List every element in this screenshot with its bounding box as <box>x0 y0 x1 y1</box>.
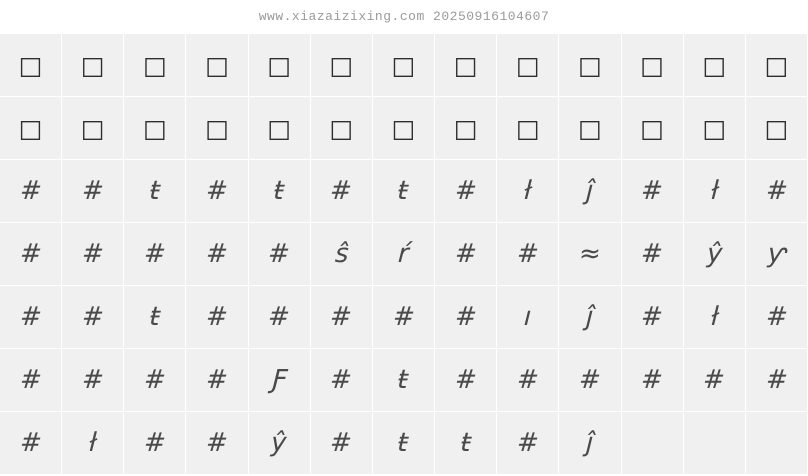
glyph-character: # <box>81 302 105 332</box>
glyph-cell[interactable] <box>0 412 62 475</box>
glyph-cell[interactable] <box>684 349 746 412</box>
glyph-cell[interactable] <box>186 160 248 223</box>
glyph-character: ŧ <box>397 176 410 206</box>
glyph-character: ƴ <box>766 239 787 269</box>
glyph-cell[interactable] <box>249 286 311 349</box>
glyph-character: # <box>205 239 229 269</box>
glyph-cell[interactable] <box>124 349 186 412</box>
glyph-cell[interactable] <box>311 286 373 349</box>
glyph-cell[interactable] <box>559 349 621 412</box>
glyph-character: # <box>516 239 540 269</box>
glyph-character: □ <box>329 50 354 80</box>
glyph-character: # <box>764 176 789 206</box>
glyph-character: # <box>329 176 354 206</box>
glyph-cell[interactable] <box>62 97 124 160</box>
glyph-cell[interactable] <box>0 286 62 349</box>
glyph-character: # <box>640 239 664 269</box>
glyph-character: # <box>267 302 291 332</box>
glyph-cell[interactable] <box>497 223 559 286</box>
glyph-cell[interactable] <box>622 160 684 223</box>
glyph-character: # <box>764 365 789 395</box>
glyph-cell[interactable] <box>746 223 808 286</box>
glyph-character: ĵ <box>585 428 595 458</box>
glyph-character: # <box>18 176 43 206</box>
glyph-character: □ <box>453 50 478 80</box>
glyph-cell[interactable] <box>0 223 62 286</box>
glyph-character: ł <box>88 428 98 458</box>
glyph-cell[interactable] <box>124 412 186 475</box>
glyph-cell[interactable] <box>249 97 311 160</box>
glyph-cell[interactable] <box>0 349 62 412</box>
glyph-cell[interactable] <box>435 160 497 223</box>
glyph-cell[interactable] <box>497 97 559 160</box>
glyph-character: # <box>267 239 291 269</box>
glyph-character: ŧ <box>397 365 410 395</box>
glyph-character: # <box>764 302 789 332</box>
glyph-character: ŝ <box>333 239 349 269</box>
glyph-character: # <box>143 428 167 458</box>
glyph-cell[interactable] <box>622 286 684 349</box>
glyph-character: ŧ <box>273 176 286 206</box>
glyph-cell[interactable] <box>186 286 248 349</box>
glyph-cell[interactable] <box>373 97 435 160</box>
glyph-character: # <box>205 365 229 395</box>
glyph-character: □ <box>515 50 540 80</box>
glyph-character: # <box>640 365 664 395</box>
glyph-character: # <box>453 239 478 269</box>
glyph-cell[interactable] <box>249 160 311 223</box>
glyph-character: # <box>205 176 229 206</box>
glyph-character: # <box>453 176 478 206</box>
glyph-character: □ <box>80 113 105 143</box>
glyph-character: # <box>640 176 664 206</box>
glyph-cell[interactable] <box>373 160 435 223</box>
glyph-cell[interactable] <box>62 160 124 223</box>
glyph-character: ł <box>709 176 719 206</box>
glyph-cell[interactable] <box>684 160 746 223</box>
glyph-cell[interactable] <box>497 286 559 349</box>
glyph-character: □ <box>640 113 664 143</box>
glyph-cell[interactable] <box>746 349 808 412</box>
glyph-character: # <box>516 428 540 458</box>
glyph-cell[interactable] <box>62 34 124 97</box>
glyph-grid <box>0 34 808 476</box>
glyph-cell[interactable] <box>186 97 248 160</box>
glyph-cell[interactable] <box>559 412 621 475</box>
glyph-character: # <box>329 428 354 458</box>
glyph-character: ł <box>523 176 533 206</box>
glyph-character: □ <box>18 50 43 80</box>
glyph-character: ŧ <box>148 176 161 206</box>
watermark-text: www.xiazaizixing.com 20250916104607 <box>258 9 550 24</box>
glyph-cell[interactable] <box>746 34 808 97</box>
glyph-cell[interactable] <box>746 160 808 223</box>
glyph-cell[interactable] <box>435 412 497 475</box>
glyph-character: □ <box>640 50 664 80</box>
glyph-cell[interactable] <box>435 286 497 349</box>
glyph-cell[interactable] <box>186 223 248 286</box>
glyph-character: ŧ <box>459 428 472 458</box>
glyph-character: # <box>18 302 43 332</box>
glyph-cell[interactable] <box>62 412 124 475</box>
glyph-cell[interactable] <box>497 412 559 475</box>
glyph-character: # <box>18 428 43 458</box>
glyph-cell[interactable] <box>435 223 497 286</box>
glyph-character: # <box>81 176 105 206</box>
glyph-cell[interactable] <box>311 34 373 97</box>
glyph-character: ŕ <box>397 239 410 269</box>
glyph-cell[interactable] <box>435 349 497 412</box>
glyph-cell[interactable] <box>249 223 311 286</box>
glyph-character: # <box>453 302 478 332</box>
glyph-character: □ <box>329 113 354 143</box>
glyph-cell[interactable] <box>684 97 746 160</box>
glyph-character: □ <box>143 113 167 143</box>
glyph-cell[interactable] <box>186 412 248 475</box>
glyph-cell[interactable] <box>0 160 62 223</box>
glyph-cell[interactable] <box>311 160 373 223</box>
glyph-character: # <box>453 365 478 395</box>
glyph-cell[interactable] <box>124 160 186 223</box>
glyph-cell[interactable] <box>559 286 621 349</box>
glyph-character: □ <box>578 50 602 80</box>
glyph-character: # <box>329 365 354 395</box>
glyph-cell[interactable] <box>684 286 746 349</box>
glyph-cell[interactable] <box>559 160 621 223</box>
glyph-cell[interactable] <box>186 34 248 97</box>
glyph-character: # <box>702 365 726 395</box>
glyph-cell[interactable] <box>249 349 311 412</box>
glyph-cell[interactable] <box>684 223 746 286</box>
glyph-cell[interactable] <box>622 97 684 160</box>
glyph-character: □ <box>80 50 105 80</box>
glyph-cell[interactable] <box>559 34 621 97</box>
glyph-character: ≈ <box>578 239 602 269</box>
glyph-character: ŧ <box>148 302 161 332</box>
glyph-cell[interactable] <box>497 349 559 412</box>
glyph-cell[interactable] <box>373 34 435 97</box>
glyph-character: # <box>329 302 354 332</box>
glyph-cell[interactable] <box>124 97 186 160</box>
glyph-cell[interactable] <box>622 34 684 97</box>
glyph-character: # <box>391 302 416 332</box>
glyph-cell[interactable] <box>373 349 435 412</box>
glyph-character: □ <box>391 50 416 80</box>
glyph-character: □ <box>702 113 727 143</box>
glyph-character: # <box>18 365 43 395</box>
glyph-character: □ <box>205 50 229 80</box>
glyph-character: # <box>143 239 167 269</box>
glyph-character: ŧ <box>397 428 410 458</box>
glyph-cell[interactable] <box>622 349 684 412</box>
glyph-cell[interactable] <box>311 223 373 286</box>
glyph-character: ĵ <box>585 302 595 332</box>
glyph-cell[interactable] <box>497 160 559 223</box>
glyph-character: # <box>81 239 105 269</box>
glyph-character: □ <box>18 113 43 143</box>
glyph-cell[interactable] <box>746 97 808 160</box>
glyph-cell[interactable] <box>311 412 373 475</box>
glyph-cell[interactable] <box>497 34 559 97</box>
glyph-character: ĵ <box>585 176 595 206</box>
glyph-character: # <box>516 365 540 395</box>
glyph-cell[interactable] <box>622 223 684 286</box>
glyph-character: Ƒ <box>270 365 288 395</box>
glyph-character: ŷ <box>705 239 723 269</box>
glyph-character: □ <box>205 113 229 143</box>
glyph-cell[interactable] <box>249 412 311 475</box>
glyph-character: □ <box>267 50 291 80</box>
glyph-character: □ <box>515 113 540 143</box>
glyph-character: # <box>578 365 602 395</box>
glyph-cell[interactable] <box>373 412 435 475</box>
glyph-character: # <box>18 239 43 269</box>
glyph-cell[interactable] <box>559 97 621 160</box>
glyph-character: ŷ <box>270 428 288 458</box>
glyph-cell[interactable] <box>124 286 186 349</box>
glyph-character: □ <box>578 113 602 143</box>
glyph-cell[interactable] <box>684 34 746 97</box>
glyph-cell[interactable] <box>311 97 373 160</box>
glyph-character: □ <box>764 50 789 80</box>
glyph-character: □ <box>702 50 727 80</box>
glyph-character: # <box>143 365 167 395</box>
glyph-character: # <box>205 428 229 458</box>
glyph-cell[interactable] <box>373 223 435 286</box>
glyph-character: □ <box>143 50 167 80</box>
glyph-character: □ <box>453 113 478 143</box>
glyph-cell[interactable] <box>62 349 124 412</box>
glyph-character: □ <box>764 113 789 143</box>
glyph-cell[interactable] <box>62 223 124 286</box>
glyph-cell[interactable] <box>559 223 621 286</box>
glyph-character: # <box>81 365 105 395</box>
glyph-cell[interactable] <box>435 97 497 160</box>
glyph-cell[interactable] <box>124 34 186 97</box>
glyph-character: ł <box>709 302 719 332</box>
glyph-cell[interactable] <box>435 34 497 97</box>
glyph-cell-empty[interactable] <box>746 412 808 475</box>
glyph-cell[interactable] <box>249 34 311 97</box>
glyph-character: □ <box>391 113 416 143</box>
glyph-cell[interactable] <box>0 34 62 97</box>
glyph-cell[interactable] <box>746 286 808 349</box>
glyph-cell[interactable] <box>373 286 435 349</box>
glyph-character: # <box>640 302 664 332</box>
glyph-cell[interactable] <box>62 286 124 349</box>
glyph-cell-empty[interactable] <box>622 412 684 475</box>
glyph-character: □ <box>267 113 291 143</box>
glyph-character: # <box>205 302 229 332</box>
glyph-character: ı <box>523 302 533 332</box>
glyph-cell[interactable] <box>311 349 373 412</box>
glyph-cell-empty[interactable] <box>684 412 746 475</box>
glyph-cell[interactable] <box>124 223 186 286</box>
glyph-cell[interactable] <box>0 97 62 160</box>
glyph-cell[interactable] <box>186 349 248 412</box>
